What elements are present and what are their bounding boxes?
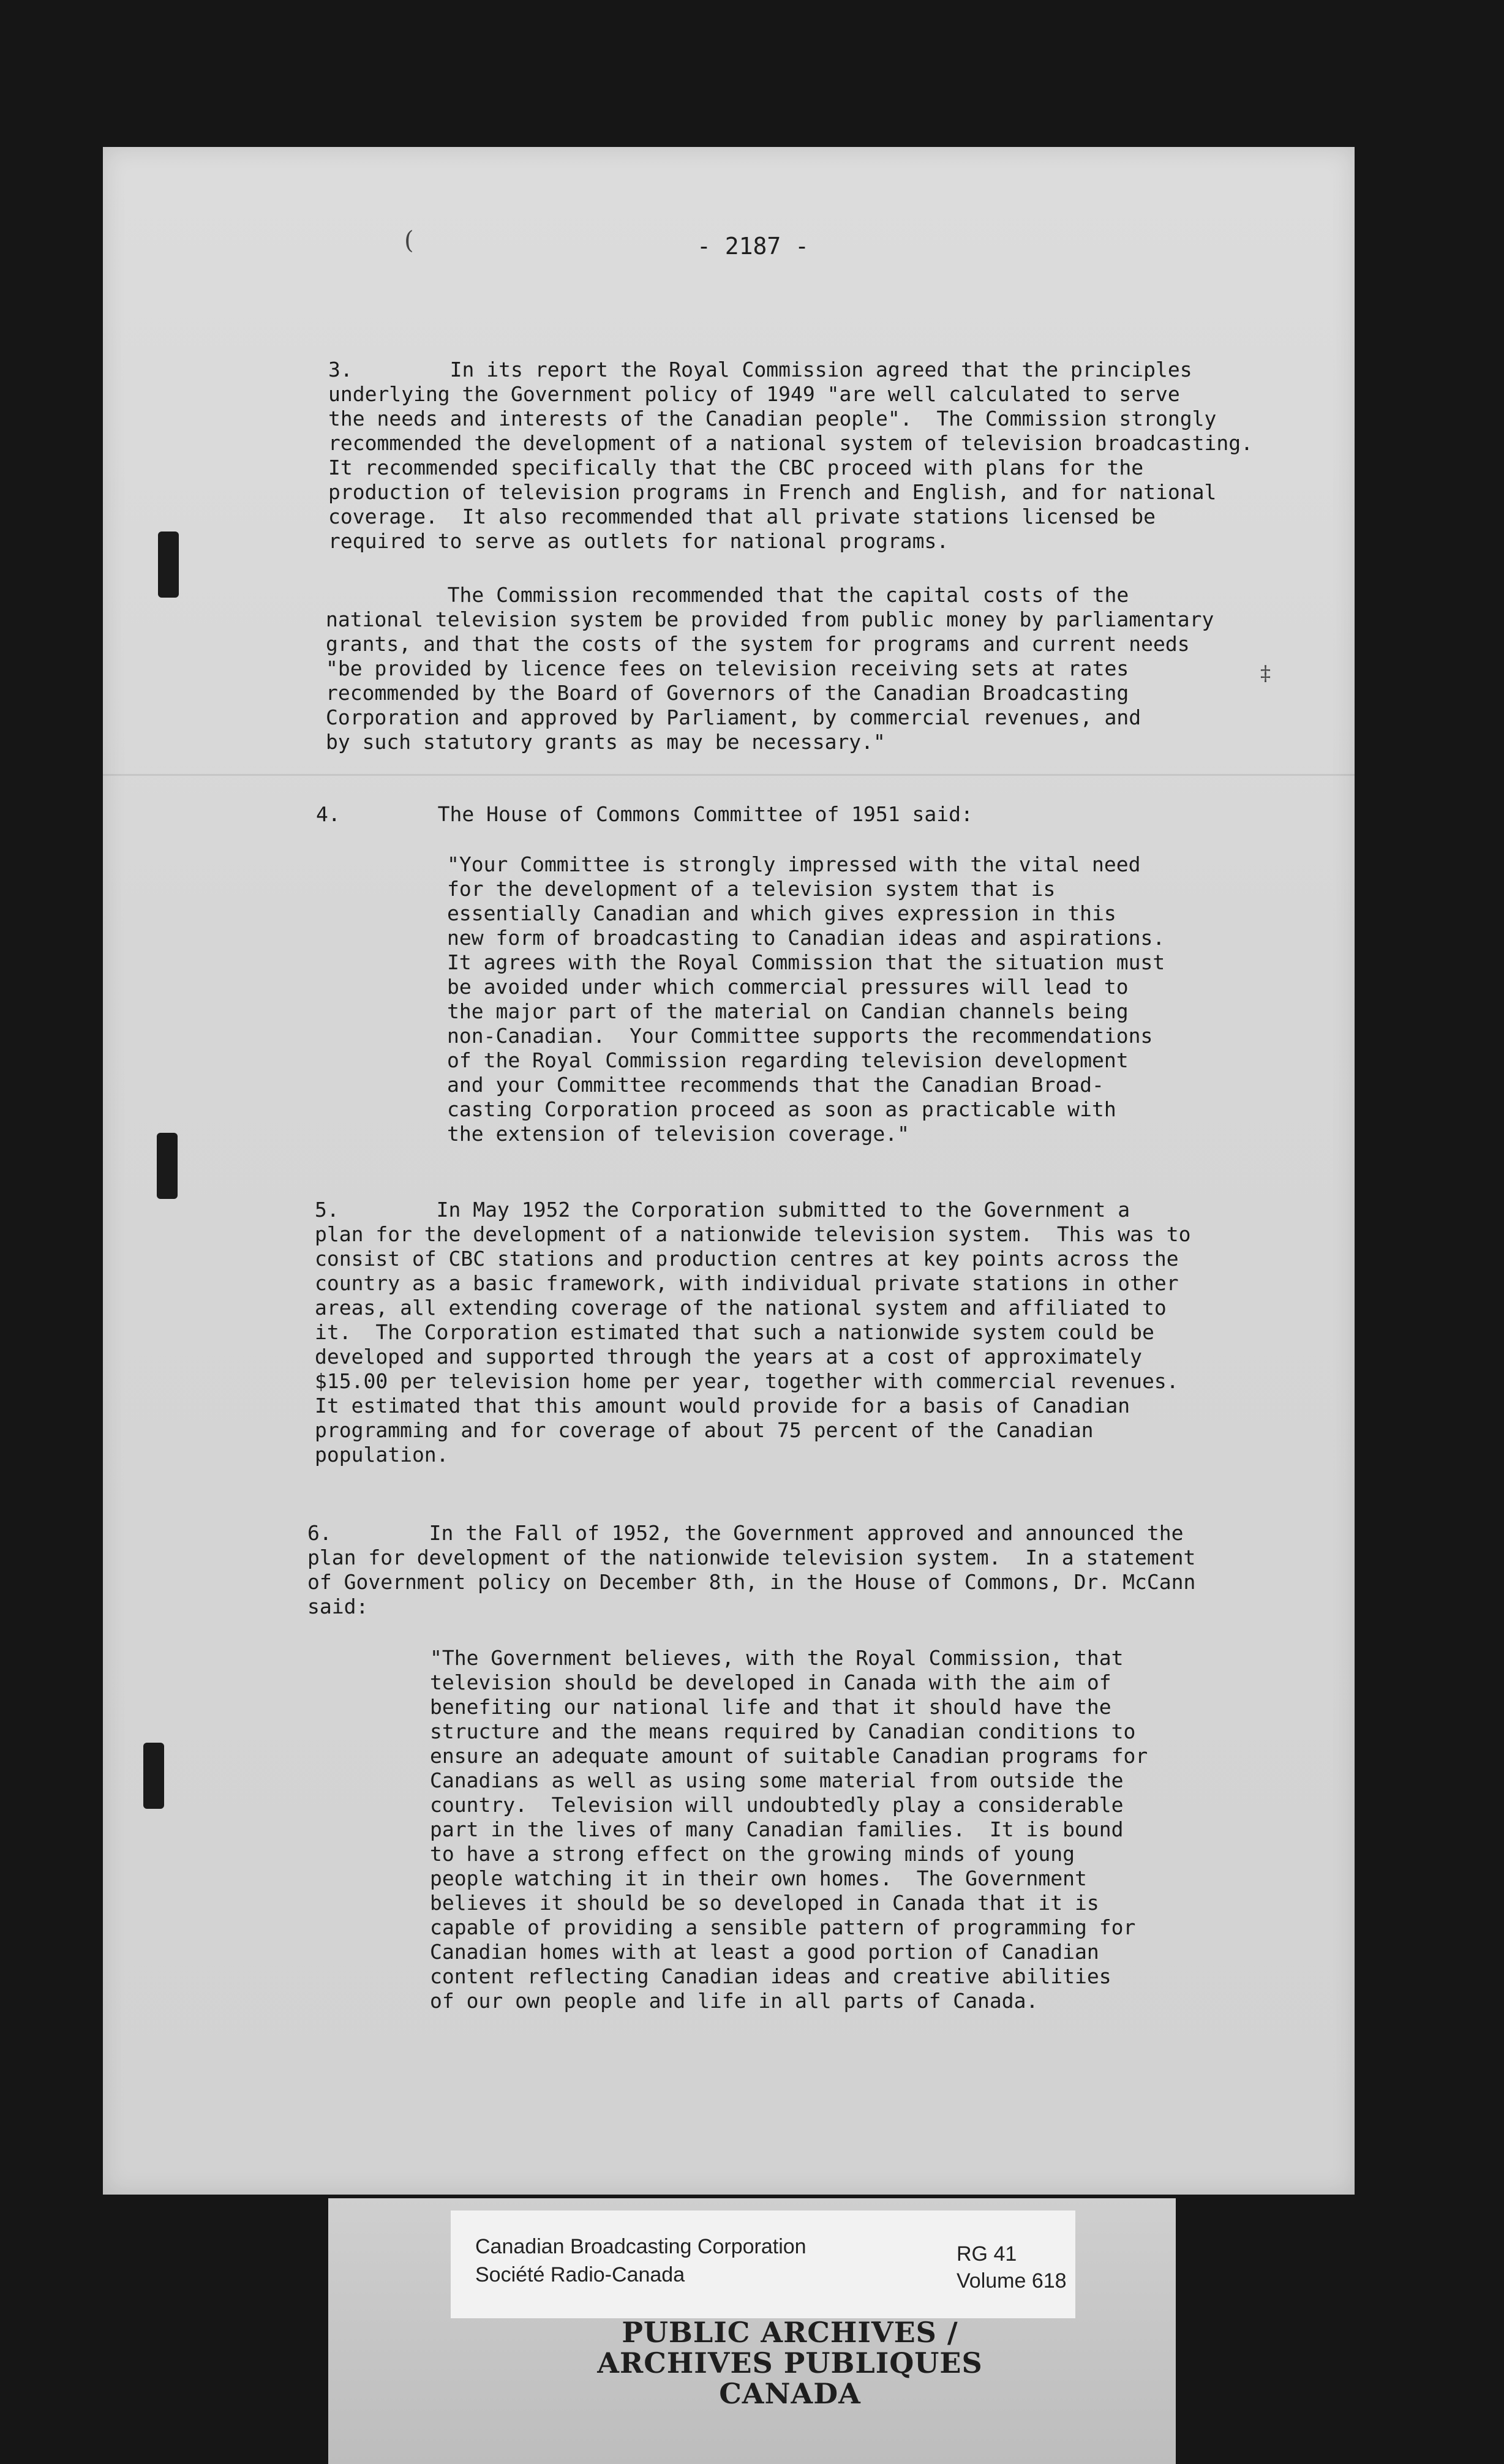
stamp-line-1: PUBLIC ARCHIVES / [622,2316,958,2349]
document-page [103,147,1355,2195]
label-org-english: Canadian Broadcasting Corporation [475,2235,807,2258]
punch-hole-top [158,531,179,598]
paragraph-3: 3. In its report the Royal Commission agreed that the principles underlying the Government policy of 1949 "are well calculated to serve the needs and interests of the Canadian people". The Commission strongly recommended the development of a national system of television broadcasting. It recommended specifically that the CBC proceed with plans for the production of television programs in French and English, and for national coverage. It also recommended that all private stations licensed be required to serve as outlets for national programs. [328,358,1253,553]
stamp-line-3: CANADA [719,2377,861,2410]
label-record-group: RG 41 [957,2242,1017,2266]
paragraph-5: 5. In May 1952 the Corporation submitted to the Government a plan for the development of a nationwide television system. This was to consist of CBC stations and production centres at key points across the country as a basic framework, with individual private stations in other areas, all extending coverage of the national system and affiliated to it. The Corporation estimated that such a nationwide system could be developed and supported through the years at a cost of approximately $15.00 per television home per year, together with commercial revenues. It estimated that this amount would provide for a basis of Canadian programming and for coverage of about 75 percent of the Canadian population. [315,1198,1191,1467]
government-quote: "The Government believes, with the Royal Commission, that television should be developed in Canada with the aim of benefiting our national life and that it should have the structure and the means required by Canadian conditions to ensure an adequate amount of suitable Canadian programs for Canadians as well as using some material from outside the country. Television will undoubtedly play a considerable part in the lives of many Canadian families. It is bound to have a strong effect on the growing minds of young people watching it in their own homes. The Government believes it should be so developed in Canada that it is capable of providing a sensible pattern of programming for Canadian homes with at least a good portion of Canadian content reflecting Canadian ideas and creative abilities of our own people and life in all parts of Canada. [430,1646,1148,2013]
punch-hole-middle [157,1133,178,1199]
punch-hole-bottom [143,1743,164,1809]
label-org-french: Société Radio-Canada [475,2263,685,2286]
committee-quote: "Your Committee is strongly impressed with the vital need for the development of a television system that is essentially Canadian and which gives expression in this new form of broadcasting to Canadian ideas and aspirations. It agrees with the Royal Commission that the situation must be avoided under which commercial pressures will lead to the major part of the material on Candian channels being non-Canadian. Your Committee supports the recommendations of the Royal Commission regarding television development and your Committee recommends that the Canadian Broad- casting Corporation proceed as soon as practicable with the extension of television coverage." [447,852,1165,1146]
page-number: - 2187 - [697,233,810,260]
label-volume: Volume 618 [957,2269,1067,2293]
paragraph-4: 4. The House of Commons Committee of 1951 said: [316,802,973,826]
pencil-mark: ( [404,227,414,255]
paragraph-6: 6. In the Fall of 1952, the Government approved and announced the plan for development of the nationwide television system. In a statement of Government policy on December 8th, in the House of Commons, Dr. McCann said: [307,1521,1196,1618]
page-fold-line [103,774,1355,776]
stamp-line-2: ARCHIVES PUBLIQUES [597,2346,983,2379]
paragraph-3-continued: The Commission recommended that the capital costs of the national television system be provided from public money by parliamentary grants, and that the costs of the system for programs and current needs "be provided by licence fees on television receiving sets at rates recommended by the Board of Governors of the Canadian Broadcasting Corporation and approved by Parliament, by commercial revenues, and by such statutory grants as may be necessary." [326,583,1214,754]
margin-mark: ‡ [1260,661,1271,686]
